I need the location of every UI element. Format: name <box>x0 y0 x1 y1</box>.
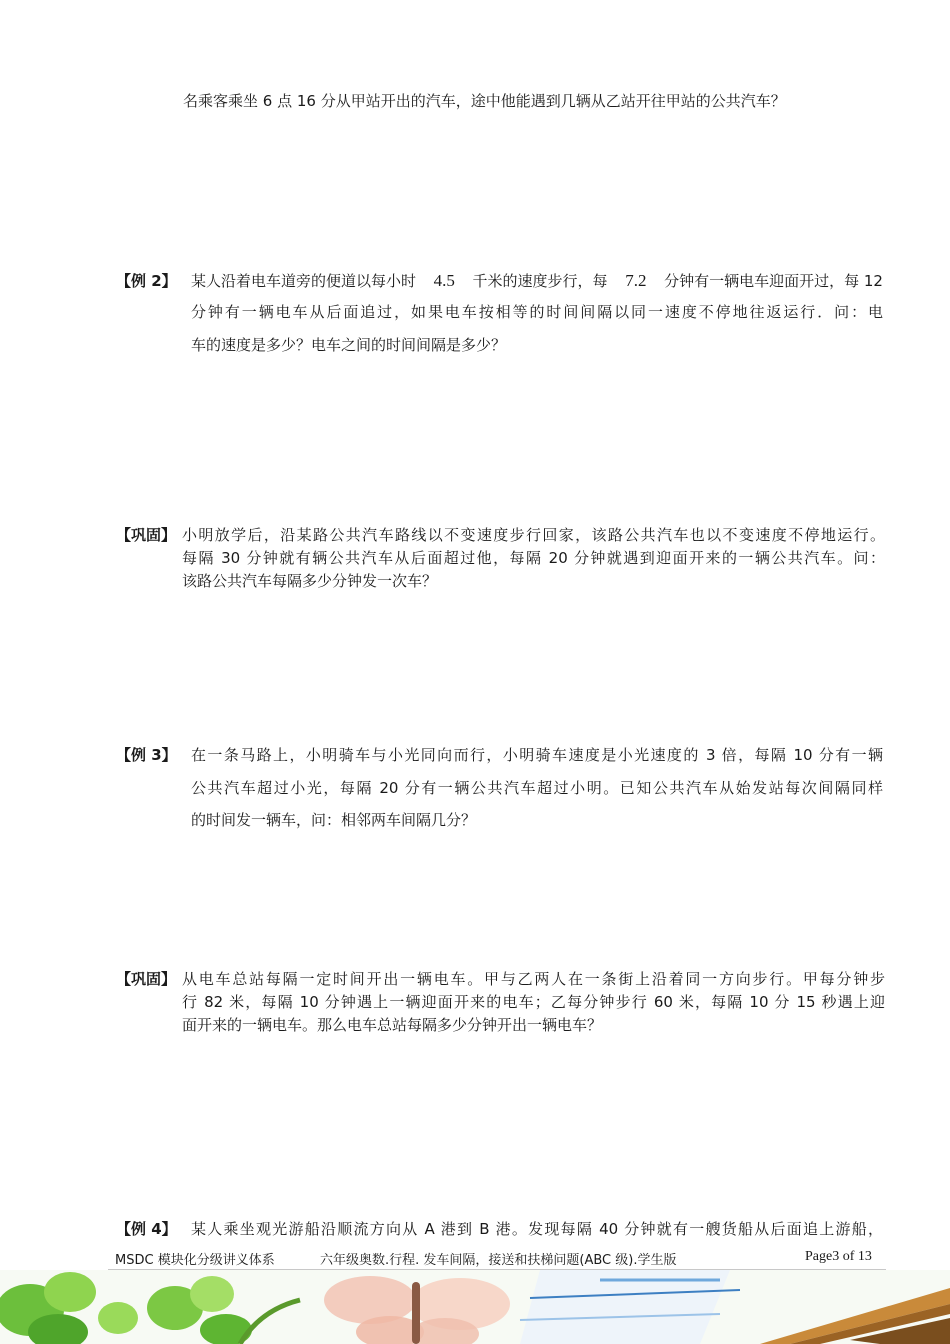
example-2-label: 【例 2】 <box>116 272 177 290</box>
speed-value: 4.5 <box>433 271 455 290</box>
consolidation-1-label: 【巩固】 <box>116 526 177 544</box>
consolidation-2-line-1: 从电车总站每隔一定时间开出一辆电车。甲与乙两人在一条街上沿着同一方向步行。甲每分钟步 <box>182 970 885 988</box>
footer-page-number: Page3 of 13 <box>805 1249 872 1264</box>
example-3-line-3: 的时间发一辆车，问：相邻两车间隔几分？ <box>191 811 477 829</box>
footer-series: MSDC 模块化分级讲义体系 <box>115 1253 275 1268</box>
footer-title: 六年级奥数.行程. 发车间隔，接送和扶梯问题(ABC 级).学生版 <box>320 1253 677 1268</box>
example-3-line-2: 公共汽车超过小光，每隔 20 分有一辆公共汽车超过小明。已知公共汽车从始发站每次间隔同样 <box>191 779 883 797</box>
decorative-banner <box>0 1270 950 1344</box>
example-2-line-3: 车的速度是多少？电车之间的时间间隔是多少？ <box>191 336 507 354</box>
example-2-text-a: 某人沿着电车道旁的便道以每小时 <box>191 272 417 290</box>
consolidation-2-line-2: 行 82 米，每隔 10 分钟遇上一辆迎面开来的电车；乙每分钟步行 60 米，每隔 10 分 15 秒遇上迎 <box>182 993 885 1011</box>
consolidation-2-line-3: 面开来的一辆电车。那么电车总站每隔多少分钟开出一辆电车？ <box>182 1016 603 1034</box>
example-2-text-c: 分钟有一辆电车迎面开过，每 12 <box>664 272 883 290</box>
example-2-line-2: 分钟有一辆电车从后面追过，如果电车按相等的时间间隔以同一速度不停地往返运行．问：电 <box>191 303 883 321</box>
consolidation-1-line-2: 每隔 30 分钟就有辆公共汽车从后面超过他，每隔 20 分钟就遇到迎面开来的一辆公共汽车。问： <box>182 549 885 567</box>
example-2-line-1 <box>191 271 883 291</box>
example-3-line-1: 在一条马路上，小明骑车与小光同向而行，小明骑车速度是小光速度的 3 倍，每隔 10 分有一辆 <box>191 746 883 764</box>
example-4-label: 【例 4】 <box>116 1220 177 1238</box>
interval-value: 7.2 <box>625 271 647 290</box>
example-3-label: 【例 3】 <box>116 746 177 764</box>
consolidation-1-line-3: 该路公共汽车每隔多少分钟发一次车？ <box>182 572 438 590</box>
consolidation-2-label: 【巩固】 <box>116 970 177 988</box>
consolidation-1-line-1: 小明放学后，沿某路公共汽车路线以不变速度步行回家，该路公共汽车也以不变速度不停地运行。 <box>182 526 885 544</box>
example-4-line-1: 某人乘坐观光游船沿顺流方向从 A 港到 B 港。发现每隔 40 分钟就有一艘货船从后面追上游船， <box>191 1220 883 1238</box>
example-2-text-b: 千米的速度步行，每 <box>472 272 608 290</box>
banner-illustration <box>0 1270 950 1344</box>
intro-line: 名乘客乘坐 6 点 16 分从甲站开出的汽车，途中他能遇到几辆从乙站开往甲站的公共汽车？ <box>183 92 786 110</box>
